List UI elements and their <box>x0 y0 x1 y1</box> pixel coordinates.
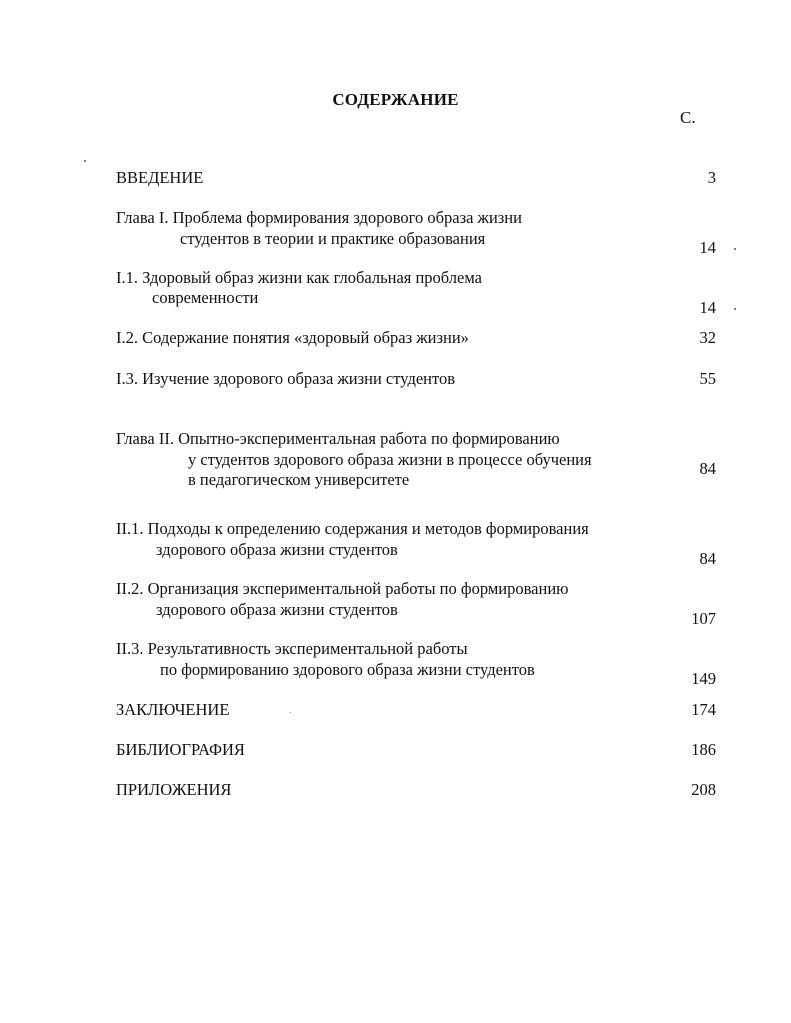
toc-entry-intro-label: ВВЕДЕНИЕ <box>116 168 204 187</box>
toc-entry-appendices-label: ПРИЛОЖЕНИЯ <box>116 780 232 799</box>
toc-section-2-3-line-2: по формированию здорового образа жизни студентов <box>160 660 535 679</box>
toc-section-1-1-page: 14 <box>699 298 716 317</box>
toc-chapter-1-line-1: Глава I. Проблема формирования здорового образа жизни <box>116 208 522 227</box>
toc-section-2-1-line-2: здорового образа жизни студентов <box>156 540 398 559</box>
toc-section-2-2-line-1: II.2. Организация экспериментальной работы по формированию <box>116 579 569 598</box>
toc-section-1-3-line-1: I.3. Изучение здорового образа жизни студентов <box>116 369 456 388</box>
toc-entry-conclusion-label: ЗАКЛЮЧЕНИЕ <box>116 700 230 719</box>
scan-speck <box>734 308 736 310</box>
toc-section-1-2-line-1: I.2. Содержание понятия «здоровый образ жизни» <box>116 328 469 347</box>
toc-chapter-2-page: 84 <box>699 459 716 478</box>
toc-section-1-3-page: 55 <box>699 369 716 388</box>
toc-entry-bibliography-page: 186 <box>691 740 716 759</box>
toc-chapter-2-line-3: в педагогическом университете <box>188 470 410 489</box>
toc-section-2-1-line-1: II.1. Подходы к определению содержания и методов формирования <box>116 519 589 538</box>
toc-section-2-2-page: 107 <box>691 609 716 628</box>
toc-section-2-2-line-2: здорового образа жизни студентов <box>156 600 398 619</box>
page-column-label: С. <box>680 108 696 127</box>
scan-speck <box>290 712 291 713</box>
scan-speck <box>734 248 736 250</box>
page-title: СОДЕРЖАНИЕ <box>332 90 459 109</box>
toc-chapter-1-page: 14 <box>699 238 716 257</box>
toc-section-2-3-page: 149 <box>691 669 716 688</box>
toc-section-2-1-page: 84 <box>699 549 716 568</box>
scan-speck <box>84 160 86 162</box>
toc-section-1-1-line-2: современности <box>152 288 259 307</box>
toc-chapter-2-line-2: у студентов здорового образа жизни в процессе обучения <box>188 450 592 469</box>
toc-section-1-2-page: 32 <box>699 328 716 347</box>
toc-entry-intro-page: 3 <box>707 168 716 187</box>
toc-entry-appendices-page: 208 <box>691 780 716 799</box>
toc-section-2-3-line-1: II.3. Результативность экспериментальной работы <box>116 639 468 658</box>
toc-chapter-2-line-1: Глава II. Опытно-экспериментальная работа по формированию <box>116 429 560 448</box>
toc-entry-conclusion-page: 174 <box>691 700 716 719</box>
toc-section-1-1-line-1: I.1. Здоровый образ жизни как глобальная проблема <box>116 268 483 287</box>
toc-entry-bibliography-label: БИБЛИОГРАФИЯ <box>116 740 245 759</box>
toc-chapter-1-line-2: студентов в теории и практике образования <box>180 229 486 248</box>
